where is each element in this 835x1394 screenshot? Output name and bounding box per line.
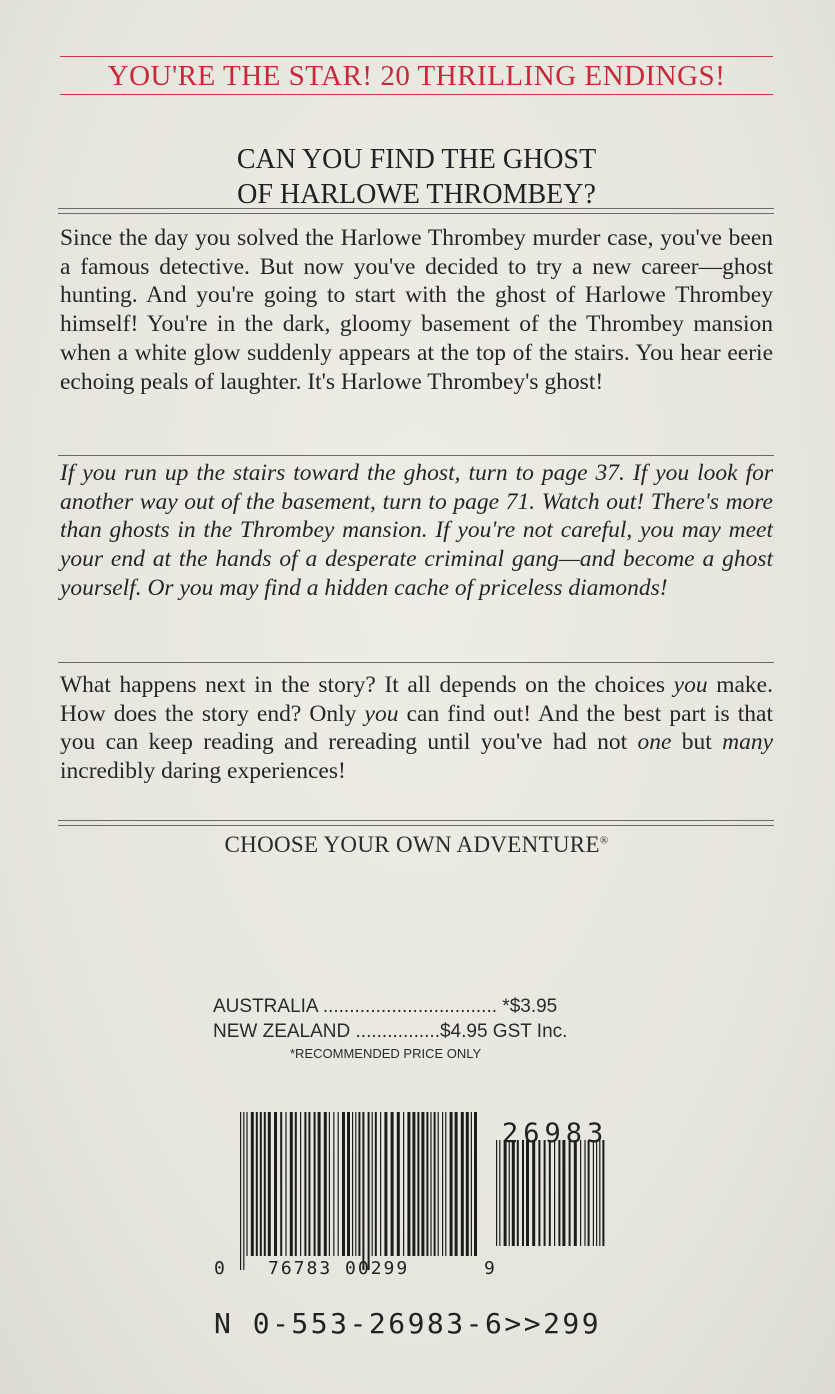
barcode-bar	[407, 1112, 410, 1256]
barcode-bar	[352, 1112, 353, 1256]
barcode-bar	[285, 1112, 286, 1256]
barcode-bar	[445, 1112, 446, 1256]
price-new-zealand: NEW ZEALAND ................$4.95 GST Inc.	[213, 1021, 568, 1042]
closing-paragraph	[60, 671, 773, 786]
barcode-bar	[347, 1112, 350, 1256]
closing-rule	[58, 820, 774, 826]
barcode-bar	[397, 1112, 400, 1256]
barcode-bar	[442, 1112, 443, 1256]
barcode-bar	[455, 1112, 458, 1256]
barcode-bar	[403, 1112, 404, 1256]
barcode-bar	[342, 1112, 345, 1256]
barcode-bar	[499, 1140, 500, 1246]
registered-mark: ®	[599, 834, 609, 847]
barcode-bar	[426, 1112, 428, 1256]
barcode-bar	[504, 1140, 507, 1246]
barcode-bar	[562, 1140, 565, 1246]
barcode-bar	[588, 1140, 590, 1246]
barcode-bar	[329, 1112, 330, 1256]
barcode-bar	[522, 1140, 524, 1246]
addon-barcode	[494, 1140, 608, 1260]
closing-text-d: but	[671, 729, 723, 756]
barcode-bar	[246, 1112, 247, 1256]
barcode-bar	[538, 1140, 540, 1246]
barcode-bar	[461, 1112, 464, 1256]
barcode-bar	[558, 1140, 560, 1246]
barcode-bar	[256, 1112, 258, 1256]
barcode-bar	[290, 1112, 293, 1256]
barcode-bar	[574, 1140, 577, 1246]
headline	[60, 142, 773, 212]
barcode-bar	[596, 1140, 597, 1246]
addon-digits: 26983	[502, 1118, 609, 1149]
barcode-bar	[358, 1112, 360, 1256]
barcode-bar	[584, 1140, 585, 1246]
price-australia: AUSTRALIA ................................. *$3.95	[213, 996, 558, 1017]
barcode-bar	[338, 1112, 339, 1256]
barcode-bar	[430, 1112, 431, 1256]
barcode-bar	[372, 1112, 373, 1256]
barcode-bar	[375, 1112, 377, 1256]
barcode-bar	[295, 1112, 297, 1256]
closing-emphasis-you-1: you	[673, 672, 708, 698]
barcode-bar	[496, 1140, 497, 1246]
closing-emphasis-many: many	[722, 729, 773, 756]
barcode-bar	[509, 1140, 510, 1246]
intro-paragraph: Since the day you solved the Harlowe Thrombey murder case, you've been a famous detective. But now you've decided to try a new career—ghost hunting. And you're going to start with the ghost of Harlowe Thrombey himself! You're in the dark, gloomy basement of the Thrombey mansion when a white glow suddenly appears at the top of the stairs. You hear eerie echoing peals of laughter. It's Harlowe Thrombey's ghost!	[60, 225, 773, 395]
barcode-bar	[362, 1112, 364, 1270]
barcode-bar	[268, 1112, 271, 1256]
closing-text-c: can find out! And the best part is that you can keep reading and rereading until you've had not	[60, 700, 773, 756]
barcode-bar	[368, 1112, 370, 1270]
barcode-bar	[380, 1112, 381, 1256]
barcode-bar	[417, 1112, 419, 1256]
barcode-bar	[466, 1112, 469, 1256]
barcode-bar	[412, 1112, 415, 1256]
barcode-left-digit: 0	[214, 1258, 225, 1279]
barcode-bar	[355, 1112, 356, 1256]
barcode-bar	[391, 1112, 394, 1256]
headline-line-2: OF HARLOWE THROMBEY?	[237, 179, 596, 210]
closing-emphasis-one: one	[637, 729, 672, 756]
barcode-bar	[580, 1140, 581, 1246]
barcode-bar	[554, 1140, 555, 1246]
closing-emphasis-you-2: you	[364, 700, 399, 727]
series-name	[60, 832, 773, 858]
barcode-right-digit: 9	[484, 1258, 495, 1279]
barcode-bar	[471, 1112, 472, 1256]
barcode-bar	[260, 1112, 262, 1256]
barcode-bar	[434, 1112, 436, 1256]
choices-paragraph: If you run up the stairs toward the ghost, turn to page 37. If you look for another way out of the basement, turn to page 71. Watch out! There's more than ghosts in the Thrombey mansion. If you're not careful, you may meet your end at the hands of a desperate criminal gang—and become a ghost yourself. Or you may find a hidden cache of priceless diamonds!	[60, 460, 773, 601]
barcode-bar	[438, 1112, 439, 1256]
price-note: *RECOMMENDED PRICE ONLY	[290, 1046, 482, 1061]
tagline-bottom-rule	[60, 94, 773, 95]
barcode-bar	[599, 1140, 600, 1246]
barcode-bar	[318, 1112, 321, 1256]
headline-line-1: CAN YOU FIND THE GHOST	[236, 144, 597, 175]
isbn-line: N 0-553-26983-6>>299	[214, 1307, 602, 1340]
barcode-bar	[532, 1140, 535, 1246]
barcode-bar	[544, 1140, 546, 1246]
barcode-bar	[280, 1112, 282, 1256]
barcode-bar	[243, 1112, 244, 1270]
barcode-bar	[304, 1112, 306, 1256]
barcode-bar	[308, 1112, 310, 1256]
barcode-bar	[602, 1140, 604, 1246]
barcode-bar	[314, 1112, 316, 1256]
series-title: CHOOSE YOUR OWN ADVENTURE	[224, 832, 600, 857]
barcode-bar	[517, 1140, 519, 1246]
closing-text-b: make. How does the story end? Only	[60, 672, 773, 727]
barcode-bar	[593, 1140, 594, 1246]
barcode-bar	[512, 1140, 515, 1246]
barcode-bar	[274, 1112, 277, 1256]
closing-text-e: incredibly daring experiences!	[60, 758, 346, 785]
closing-text-a: What happens next in the story? It all depends on the choices	[60, 672, 674, 698]
barcode-bar	[300, 1112, 301, 1256]
section-rule-2	[58, 662, 774, 663]
barcode-bar	[324, 1112, 327, 1256]
barcode-bar	[569, 1140, 571, 1246]
barcode-bar	[474, 1112, 477, 1256]
tagline: YOU'RE THE STAR! 20 THRILLING ENDINGS!	[107, 60, 726, 92]
barcode-bar	[450, 1112, 453, 1256]
barcode-bar	[549, 1140, 551, 1246]
section-rule-1	[58, 455, 774, 456]
tagline-top-rule	[60, 56, 773, 57]
barcode-bar	[384, 1112, 387, 1256]
headline-rule	[58, 208, 774, 214]
barcode-bar	[526, 1140, 529, 1246]
barcode-bar	[333, 1112, 334, 1256]
barcode-main-digits: 76783 00299	[268, 1258, 410, 1279]
barcode-bar	[421, 1112, 424, 1256]
barcode-bar	[251, 1112, 254, 1256]
barcode-bar	[264, 1112, 266, 1256]
main-barcode	[238, 1112, 480, 1270]
barcode-bar	[240, 1112, 241, 1270]
